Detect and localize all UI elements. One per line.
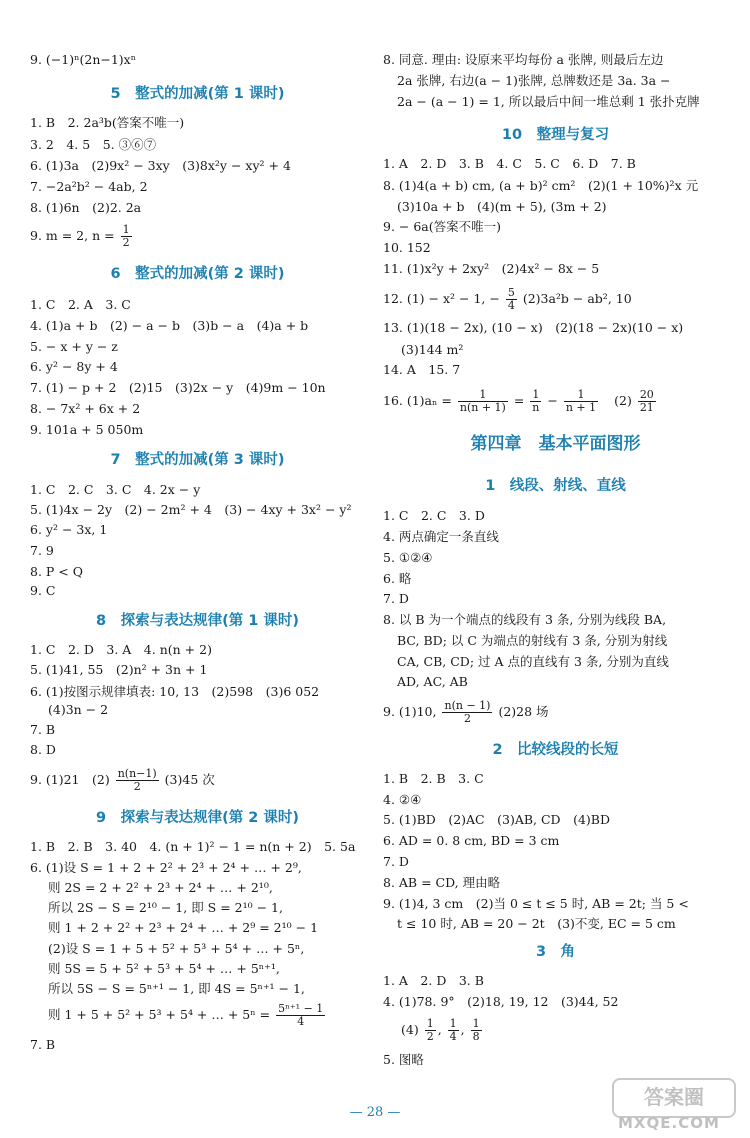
watermark-url: MXQE.COM — [618, 1114, 720, 1132]
watermark-logo: 答案圈 — [612, 1078, 736, 1118]
answer-line: 则 2S = 2 + 2² + 2³ + 2⁴ + … + 2¹⁰, — [48, 880, 273, 895]
answer-line: (3)144 m² — [401, 342, 464, 357]
denominator: 2 — [133, 780, 141, 793]
answer-text: (2)28 场 — [498, 704, 549, 719]
answer-line: 则 1 + 2 + 2² + 2³ + 2⁴ + … + 2⁹ = 2¹⁰ − 1 — [48, 920, 319, 935]
answer-line: 8. (1)6n (2)2. 2a — [30, 200, 142, 215]
answer-line: 8. 同意. 理由: 设原来平均每份 a 张牌, 则最后左边 — [383, 52, 664, 67]
answer-line: 4. ②④ — [383, 792, 422, 807]
answer-line — [30, 224, 134, 249]
answer-line: 8. (1)4(a + b) cm, (a + b)² cm² (2)(1 + 10%)²x 元 — [383, 178, 699, 193]
answer-line: (2)设 S = 1 + 5 + 5² + 5³ + 5⁴ + … + 5ⁿ, — [48, 941, 305, 956]
numerator: n(n−1) — [117, 767, 157, 780]
answer-line: 3. 2 4. 5 5. ③⑥⑦ — [30, 137, 157, 152]
answer-line: CA, CB, CD; 过 A 点的直线有 3 条, 分别为直线 — [397, 654, 669, 669]
denominator: 2 — [463, 712, 471, 725]
answer-line: 6. (1)3a (2)9x² − 3xy (3)8x²y − xy² + 4 — [30, 158, 291, 173]
answer-line: 5. (1)41, 55 (2)n² + 3n + 1 — [30, 662, 208, 677]
section-heading: 1 线段、射线、直线 — [485, 478, 626, 494]
answer-line: 7. B — [30, 1037, 56, 1052]
answer-line: 7. D — [383, 854, 409, 869]
answer-line — [383, 700, 549, 725]
answer-text: 则 1 + 5 + 5² + 5³ + 5⁴ + … + 5ⁿ = — [48, 1007, 271, 1022]
section-heading: 2 比较线段的长短 — [492, 742, 619, 758]
fraction — [276, 1003, 325, 1028]
answer-line: 1. A 2. D 3. B 4. C 5. C 6. D 7. B — [383, 156, 636, 171]
answer-line: 9. 101a + 5 050m — [30, 422, 144, 437]
answer-text: 9. (1)10, — [383, 704, 437, 719]
answer-line: 7. D — [383, 591, 409, 606]
page-number: — 28 — — [349, 1105, 401, 1120]
answer-line: 1. C 2. C 3. C 4. 2x − y — [30, 482, 201, 497]
answer-text: (4) — [401, 1022, 419, 1037]
denominator: 4 — [449, 1030, 457, 1043]
fraction — [638, 389, 656, 414]
answer-line — [48, 1003, 327, 1028]
minus-sign: − — [547, 393, 558, 408]
answer-text: 12. (1) − x² − 1, − — [383, 291, 500, 306]
answer-line — [383, 287, 632, 312]
answer-line: 1. A 2. D 3. B — [383, 973, 484, 988]
answer-line: 则 5S = 5 + 5² + 5³ + 5⁴ + … + 5ⁿ⁺¹, — [48, 961, 280, 976]
answer-line: 9. C — [30, 583, 56, 598]
answer-line: 4. 两点确定一条直线 — [383, 529, 499, 544]
answer-line: 7. −2a²b² − 4ab, 2 — [30, 179, 148, 194]
answer-line: 6. (1)按图示规律填表: 10, 13 (2)598 (3)6 052 — [30, 684, 320, 699]
fraction — [458, 389, 508, 414]
answer-line: t ≤ 10 时, AB = 20 − 2t (3)不变, EC = 5 cm — [397, 916, 676, 931]
denominator: 21 — [639, 401, 654, 414]
answer-text: 16. (1)aₙ = — [383, 393, 452, 408]
answer-line: 所以 5S − S = 5ⁿ⁺¹ − 1, 即 4S = 5ⁿ⁺¹ − 1, — [48, 981, 305, 996]
fraction — [442, 700, 492, 725]
section-heading: 9 探索与表达规律(第 2 课时) — [95, 810, 300, 826]
numerator: 1 — [449, 1017, 457, 1030]
answer-line: 5. − x + y − z — [30, 339, 118, 354]
answer-line: 7. (1) − p + 2 (2)15 (3)2x − y (4)9m − 10n — [30, 380, 326, 395]
answer-line: AD, AC, AB — [397, 674, 468, 689]
answer-line: 14. A 15. 7 — [383, 362, 461, 377]
answer-text: (2)3a²b − ab², 10 — [522, 291, 632, 306]
answer-line: 11. (1)x²y + 2xy² (2)4x² − 8x − 5 — [383, 261, 600, 276]
numerator: n(n − 1) — [444, 699, 491, 712]
numerator: 1 — [564, 389, 598, 402]
denominator: 4 — [507, 299, 515, 312]
answer-line: 9. (−1)ⁿ(2n−1)xⁿ — [30, 52, 137, 67]
answer-line: 4. (1)78. 9° (2)18, 19, 12 (3)44, 52 — [383, 994, 619, 1009]
section-heading: 3 角 — [535, 944, 576, 960]
denominator: 2 — [426, 1030, 434, 1043]
answer-line: 1. B 2. 2a³b(答案不唯一) — [30, 115, 185, 130]
fraction — [448, 1018, 459, 1043]
answer-line: 8. AB = CD, 理由略 — [383, 875, 501, 890]
answer-line: 6. (1)设 S = 1 + 2 + 2² + 2³ + 2⁴ + … + 2⁹, — [30, 860, 302, 875]
answer-line: 6. y² − 8y + 4 — [30, 359, 118, 374]
denominator: 2 — [122, 236, 130, 249]
answer-line: 所以 2S − S = 2¹⁰ − 1, 即 S = 2¹⁰ − 1, — [48, 900, 283, 915]
denominator: n — [532, 401, 540, 414]
answer-line: 7. 9 — [30, 543, 54, 558]
answer-line: 8. P < Q — [30, 564, 83, 579]
answer-line: 6. y² − 3x, 1 — [30, 522, 108, 537]
answer-line: 8. 以 B 为一个端点的线段有 3 条, 分别为线段 BA, — [383, 612, 667, 627]
numerator: 20 — [639, 388, 654, 401]
answer-line: 1. B 2. B 3. C — [383, 771, 484, 786]
numerator: 1 — [472, 1017, 480, 1030]
numerator: 5ⁿ⁺¹ − 1 — [278, 1002, 324, 1015]
answer-line: 2a − (a − 1) = 1, 所以最后中间一堆总剩 1 张扑克牌 — [397, 94, 700, 109]
answer-text: (3)45 次 — [164, 772, 215, 787]
fraction — [121, 224, 132, 249]
fraction — [425, 1018, 436, 1043]
answer-text: 9. (1)21 (2) — [30, 772, 110, 787]
numerator: 1 — [426, 1017, 434, 1030]
fraction — [506, 287, 517, 312]
numerator: 1 — [530, 389, 541, 402]
answer-line: (3)10a + b (4)(m + 5), (3m + 2) — [397, 199, 607, 214]
denominator: 8 — [472, 1030, 480, 1043]
answer-line: 4. (1)a + b (2) − a − b (3)b − a (4)a + b — [30, 318, 309, 333]
answer-line: 13. (1)(18 − 2x), (10 − x) (2)(18 − 2x)(10 − x) — [383, 320, 684, 335]
numerator: 5 — [507, 286, 515, 299]
answer-line: 6. 略 — [383, 571, 412, 586]
answer-line: 8. D — [30, 742, 56, 757]
numerator: 1 — [458, 389, 508, 402]
answer-text: (2) — [614, 393, 632, 408]
answer-line: 1. C 2. D 3. A 4. n(n + 2) — [30, 642, 212, 657]
answer-line — [30, 768, 215, 793]
answer-line: 2a 张牌, 右边(a − 1)张牌, 总牌数还是 3a. 3a − — [397, 73, 671, 88]
denominator: n + 1 — [565, 401, 597, 414]
answer-line: (4) $\frac{1}{2}$ , $\frac{1}{4}$ , $\frac{1}{8}$ — [401, 1017, 480, 1043]
answer-line: 6. AD = 0. 8 cm, BD = 3 cm — [383, 833, 560, 848]
equals-sign: = — [513, 393, 525, 408]
answer-line: 1. C 2. C 3. D — [383, 508, 485, 523]
answer-line: 5. 图略 — [383, 1052, 424, 1067]
denominator: 4 — [297, 1015, 305, 1028]
answer-text: 9. m = 2, n = — [30, 228, 115, 243]
section-heading: 10 整理与复习 — [501, 127, 610, 143]
section-heading: 6 整式的加减(第 2 课时) — [110, 266, 285, 282]
fraction — [471, 1018, 482, 1043]
answer-line: 1. C 2. A 3. C — [30, 297, 131, 312]
denominator: n(n + 1) — [459, 401, 506, 414]
fraction — [116, 768, 159, 793]
section-heading: 5 整式的加减(第 1 课时) — [110, 86, 285, 102]
answer-line: 9. − 6a(答案不唯一) — [383, 219, 502, 234]
section-heading: 8 探索与表达规律(第 1 课时) — [95, 613, 300, 629]
fraction — [564, 389, 598, 414]
chapter-title: 第四章 基本平面图形 — [470, 434, 641, 454]
answer-line: 5. ①②④ — [383, 550, 433, 565]
answer-line: 8. − 7x² + 6x + 2 — [30, 401, 141, 416]
answer-line: 5. (1)BD (2)AC (3)AB, CD (4)BD — [383, 812, 610, 827]
fraction — [530, 389, 541, 414]
answer-line — [383, 389, 658, 414]
answer-line: 7. B — [30, 722, 56, 737]
answer-line: 1. B 2. B 3. 40 4. (n + 1)² − 1 = n(n + 2) 5. 5a — [30, 839, 356, 854]
answer-line: 5. (1)4x − 2y (2) − 2m² + 4 (3) − 4xy + 3x² − y² — [30, 502, 352, 517]
answer-line: 10. 152 — [383, 240, 431, 255]
section-heading: 7 整式的加减(第 3 课时) — [110, 452, 285, 468]
answer-line: BC, BD; 以 C 为端点的射线有 3 条, 分别为射线 — [397, 633, 668, 648]
answer-line: (4)3n − 2 — [48, 702, 109, 717]
answer-line: 9. (1)4, 3 cm (2)当 0 ≤ t ≤ 5 时, AB = 2t; 当 5 < — [383, 896, 689, 911]
numerator: 1 — [122, 223, 130, 236]
